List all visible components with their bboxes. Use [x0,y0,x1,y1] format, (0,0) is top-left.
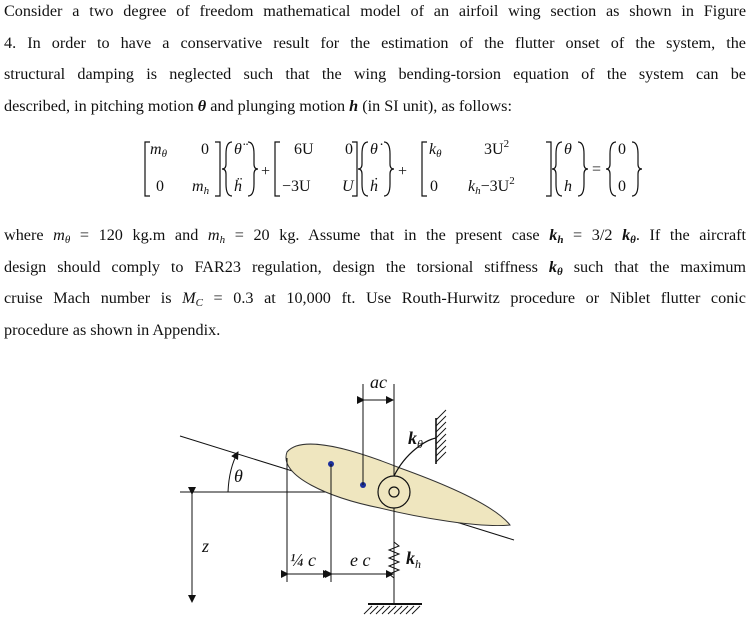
k-theta-symbol: $k_\theta$ [548,257,563,278]
h-dot: ḣ [370,178,378,195]
theta-ddot: θ̈ [234,141,242,158]
where-text: = 20 kg. Assume that in the present case [234,226,540,244]
rhs-right-brace [632,142,642,196]
k-h-label: $k_h$ [406,548,421,571]
elastic-axis-circle [378,476,410,508]
where-line-4: procedure as shown in Appendix. [4,320,221,339]
where-text: . If the aircraft [635,226,747,244]
pitch-symbol: θ [197,96,207,115]
vel-right-brace [384,142,394,196]
mass-zero: 0 [201,141,209,158]
rhs-zero: 0 [618,178,626,195]
rhs-left-brace [606,142,616,196]
damping-minus-3u: −3U [282,178,311,195]
z-label: z [202,536,210,556]
intro-line-2: 4. In order to have a conservative result for the estimation of the flutter onset of the system, the [4,33,746,52]
ec-label: e c [350,550,371,570]
damping-zero: 0 [345,141,353,158]
disp-left-brace [552,142,562,196]
acc-left-brace [222,142,232,196]
mach-symbol: $M_C$ [182,289,203,309]
where-text: such that the maximum [573,257,747,276]
k-theta-symbol: $k_\theta$ [622,226,636,246]
where-paragraph [4,220,746,346]
where-line-1 [4,220,746,252]
intro-text: and plunging motion [210,96,346,115]
theta-disp: θ [564,141,572,158]
theta-dot: θ̇ [370,141,378,158]
stiffness-kh-minus-3u2: $kh-3U^2$ [468,175,515,197]
mass-right-bracket [215,142,220,196]
plus-sign: + [398,163,408,180]
k-theta-label: $k_\theta$ [408,428,423,451]
rhs-zero: 0 [618,141,626,158]
wall-hatch [436,410,446,462]
where-text: design should comply to FAR23 regulation, design the torsional stiffness [4,257,538,276]
where-line-3 [4,283,746,315]
stiffness-zero: 0 [430,178,438,195]
k-h-symbol: $k_h$ [549,226,564,246]
h-ddot: ḧ [234,178,242,195]
stiffness-right-bracket [546,142,551,196]
damping-u: U [342,178,354,195]
damping-left-bracket [275,142,280,196]
vel-left-brace [358,142,368,196]
disp-right-brace [578,142,588,196]
intro-line-3: structural damping is neglected such that the wing bending-torsion equation of the system can be [4,65,746,83]
equation-of-motion [0,134,752,204]
mass-m-theta: mθ [150,141,167,160]
m-h-symbol: $m_h$ [207,226,226,246]
intro-paragraph [4,0,746,122]
where-line-2 [4,252,746,284]
stiffness-left-bracket [422,142,427,196]
h-disp: h [564,178,572,195]
stiffness-k-theta: kθ [429,141,442,160]
theta-label: θ [234,466,243,486]
where-text: = 3/2 [573,226,613,244]
where-text: where [4,226,44,244]
mass-m-h: mh [192,178,210,197]
equals-sign: = [592,161,602,178]
damping-6u: 6U [294,141,314,158]
intro-line-1: Consider a two degree of freedom mathematical model of an airfoil wing section as shown in Figure [4,2,746,20]
plus-sign: + [261,163,271,180]
stiffness-3u2: $3U^2$ [484,138,510,158]
where-text: = 120 kg.m and [79,226,199,244]
plunge-symbol: h [349,96,359,115]
ac-label: ac [370,372,387,392]
where-text: cruise Mach number is [4,289,172,307]
intro-text: (in SI unit), as follows: [362,96,512,115]
acc-right-brace [248,142,258,196]
ground-hatch [364,606,420,614]
quarter-chord-label: ¼ c [290,550,316,570]
intro-line-4 [4,91,746,123]
m-theta-symbol: $m_\theta$ [53,226,71,246]
airfoil-figure [150,368,670,622]
intro-text: described, in pitching motion [4,96,194,115]
mass-zero: 0 [156,178,164,195]
where-text: = 0.3 at 10,000 ft. Use Routh-Hurwitz procedure or Niblet flutter conic [213,289,746,307]
plunge-spring [389,508,399,604]
